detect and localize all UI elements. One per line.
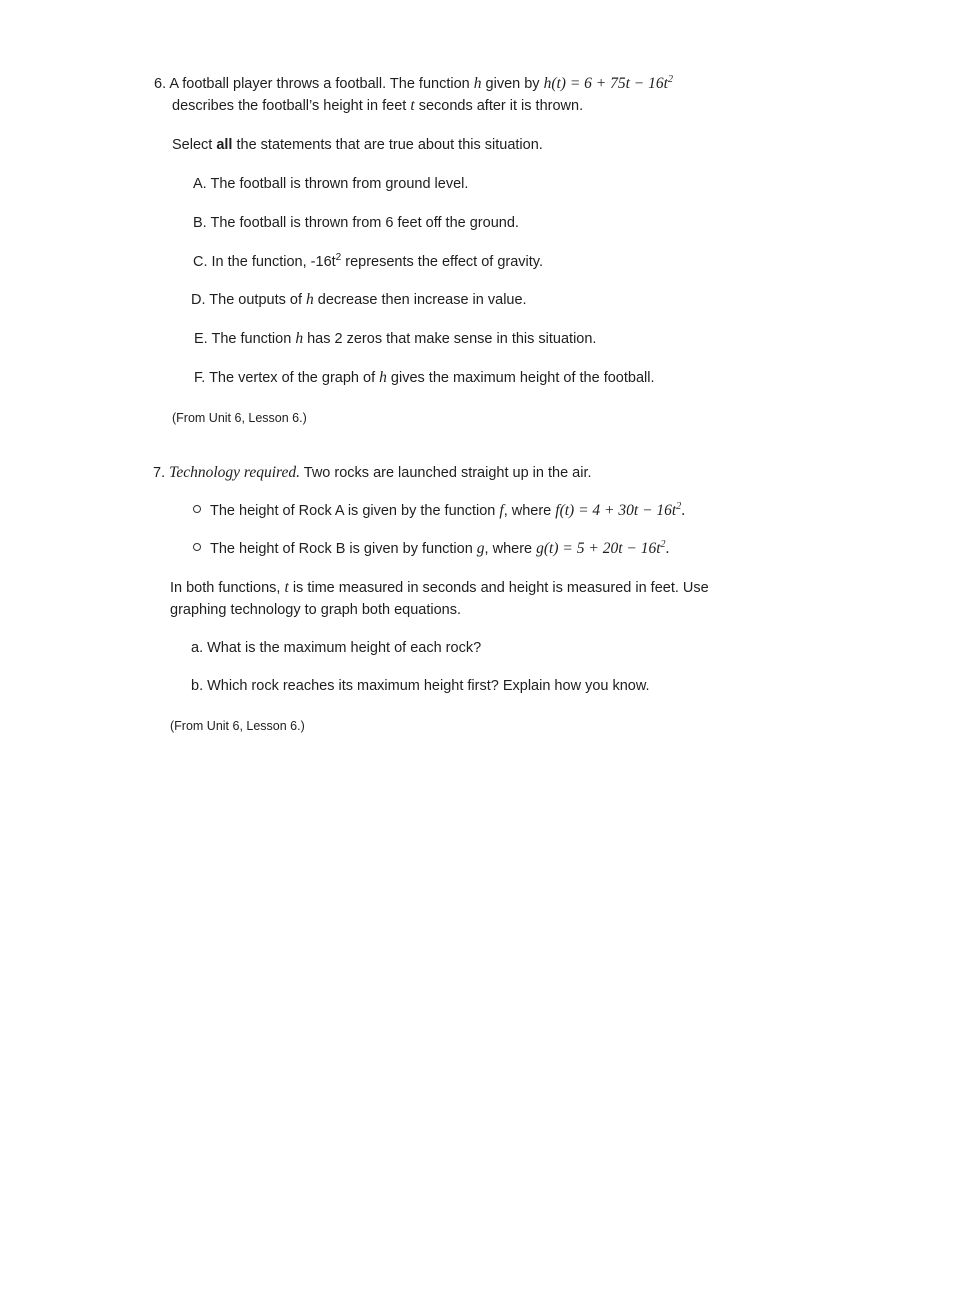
q6-intro-line2: describes the football’s height in feet t seconds after it is thrown. xyxy=(172,97,584,114)
bullet-icon xyxy=(193,505,201,513)
q6-option-a[interactable]: A. The football is thrown from ground level. xyxy=(193,176,469,192)
bullet-icon xyxy=(193,543,201,551)
q6-function-name: h xyxy=(473,75,482,92)
q6-option-f[interactable]: F. The vertex of the graph of h gives the maximum height of the football. xyxy=(194,369,655,386)
q7-source: (From Unit 6, Lesson 6.) xyxy=(170,719,305,733)
q6-option-d[interactable]: D. The outputs of h decrease then increase in value. xyxy=(191,291,527,308)
q6-option-e[interactable]: E. The function h has 2 zeros that make sense in this situation. xyxy=(194,330,597,347)
q6-number: 6. xyxy=(154,76,167,92)
q6-option-c[interactable]: C. In the function, $-16t^2$ represents the effect of gravity. xyxy=(193,252,543,270)
q6-intro-line1: 6. A football player throws a football. The function h given by $h(t) = 6 + 75t - 16t^2$ xyxy=(154,74,673,92)
q7-part-b: b. Which rock reaches its maximum height first? Explain how you know. xyxy=(191,678,650,694)
q7-bullet-rock-a: The height of Rock A is given by the function f, where $f(t) = 4 + 30t - 16t^2$. xyxy=(193,501,685,521)
q7-bullet-rock-b: The height of Rock B is given by function g, where $g(t) = 5 + 20t - 16t^2$. xyxy=(193,539,669,559)
q7-part-a: a. What is the maximum height of each rock? xyxy=(191,640,482,656)
q7-number: 7. xyxy=(153,465,166,481)
q6-function-equation: $h(t) = 6 + 75t - 16t^2$ xyxy=(543,74,673,92)
q7-paragraph-line2: graphing technology to graph both equations. xyxy=(170,602,462,618)
q6-source: (From Unit 6, Lesson 6.) xyxy=(172,411,307,425)
q6-option-b[interactable]: B. The football is thrown from 6 feet off the ground. xyxy=(193,215,519,231)
q7-intro: 7. Technology required. Two rocks are launched straight up in the air. xyxy=(153,464,592,481)
q7-paragraph-line1: In both functions, t is time measured in seconds and height is measured in feet. Use xyxy=(170,579,709,596)
q7-tech-required: Technology required. xyxy=(169,464,300,481)
q6-instruction: Select all the statements that are true about this situation. xyxy=(172,137,543,153)
